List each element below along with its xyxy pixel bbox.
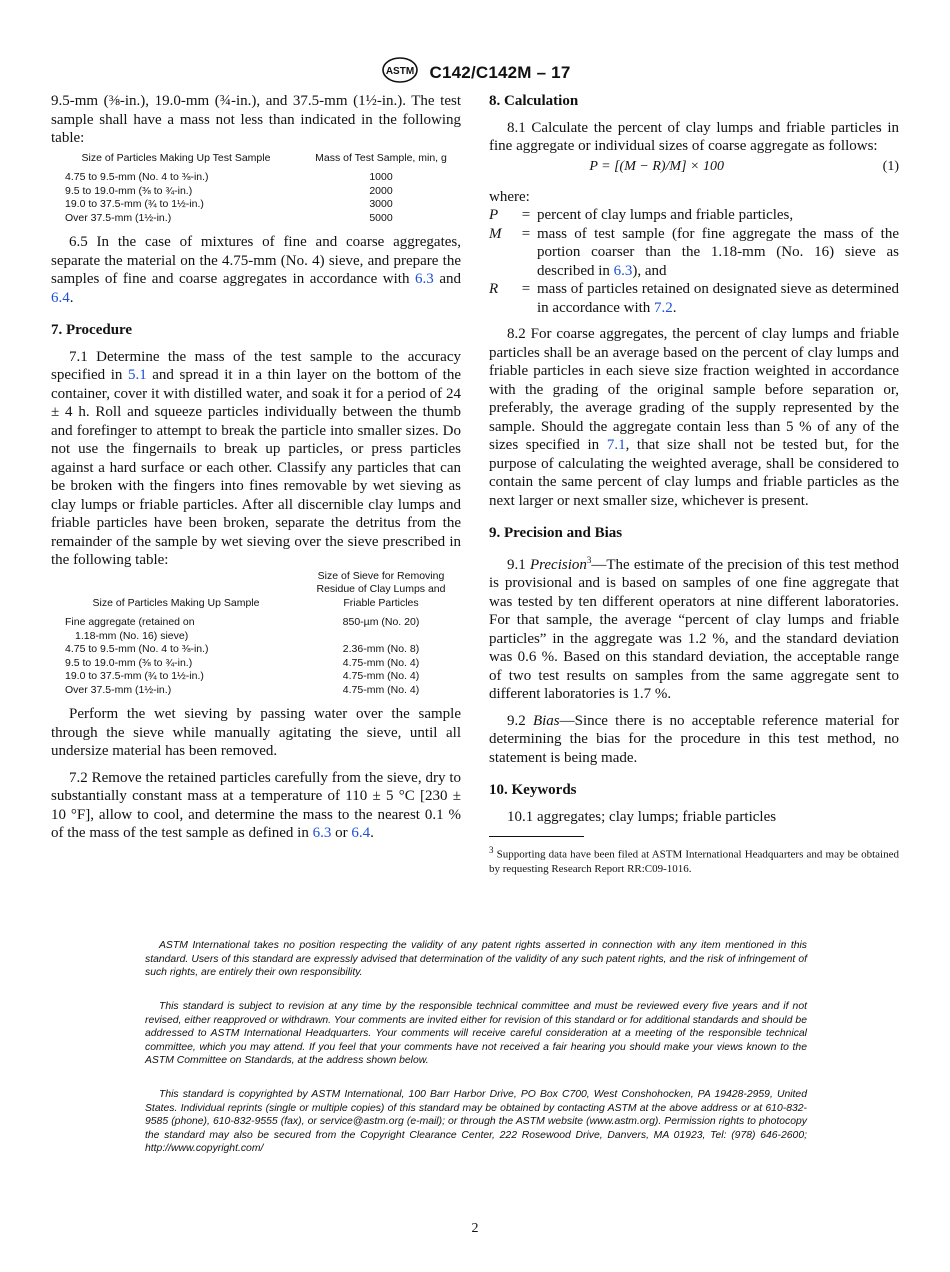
- variable-definition: M = mass of test sample (for fine aggregate the mass of the portion coarser than the 1.18-mm (No. 16) sieve as described in 6.3), and: [489, 225, 899, 279]
- section-heading: 9. Precision and Bias: [489, 525, 623, 541]
- table-col-header: Size of Particles Making Up Sample: [92, 596, 260, 609]
- revision-notice: This standard is subject to revision at any time by the responsible technical committee and must be reviewed every five years and if not revised, either reapproved or withdrawn. Your comments are invited either for revision of this standard or for additional standards and should be addressed to ASTM International Headquarters. Your comments will receive careful consideration at a meeting of the responsible technical committee, which you may attend. If you feel that your comments have not received a fair hearing you should make your views known to the ASTM Committee on Standards, at the address shown below.: [145, 1001, 807, 1066]
- right-column: [489, 92, 899, 876]
- sample-mass-table: [51, 148, 461, 226]
- standard-designation: C142/C142M – 17: [429, 62, 571, 82]
- table-cell: 850-µm (No. 20): [342, 616, 420, 628]
- xref-link[interactable]: 7.2: [654, 299, 673, 316]
- table-cell: 9.5 to 19.0-mm (⅜ to ¾-in.): [65, 656, 193, 669]
- table-cell: 4.75-mm (No. 4): [342, 683, 420, 696]
- copyright-notice: This standard is copyrighted by ASTM International, 100 Barr Harbor Drive, PO Box C700, West Conshohocken, PA 19428-2959, United States. Individual reprints (single or multiple copies) of this standard may be obtained by contacting ASTM at the above address or at 610-832-9585 (phone), 610-832-9555 (fax), or service@astm.org (e-mail); or through the ASTM website (www.astm.org). Permission rights to photocopy the standard may also be secured from the Copyright Clearance Center, 222 Rosewood Drive, Danvers, MA 01923, Tel: (978) 646-2600; http://www.copyright.com/: [145, 1089, 807, 1154]
- table-col-header: Size of Sieve for Removing Residue of Clay Lumps and Friable Particles: [316, 569, 446, 609]
- table-cell: 2.36-mm (No. 8): [342, 643, 420, 655]
- astm-logo: [380, 56, 420, 89]
- variable-symbol: P: [489, 207, 499, 223]
- variable-definition: P = percent of clay lumps and friable particles,: [489, 206, 899, 225]
- paragraph-9-1: 9.1 Precision$^3$—The estimate of the precision of this test method is provisional and is based on samples of one fine aggregate that was tested by ten different operators at nine different laboratories. For that sample, the average “percent of clay lumps and friable particles” in the aggregate was 1.2 %, and the standard deviation was 0.6 %. Based on this standard deviation, the acceptable range of two test results on samples from the same aggregate sent to different laboratories is 1.7 %.: [489, 554, 899, 702]
- paragraph-10-1: 10.1 aggregates; clay lumps; friable particles: [507, 808, 777, 825]
- table-row: [51, 185, 461, 199]
- variable-symbol: R: [489, 281, 499, 297]
- paragraph-7-2: 7.2 Remove the retained particles carefully from the sieve, dry to substantially constant mass at a temperature of 110 ± 5 °C [230 ± 10 °F], allow to cool, and determine the mass to the nearest 0.1 % of the mass of the test sample as defined in 6.3 or 6.4.: [51, 769, 461, 841]
- table-row: [51, 171, 461, 185]
- variable-description: mass of test sample (for fine aggregate the mass of the portion coarser than the 1.18-mm (No. 16) sieve as described in 6.3), and: [537, 225, 899, 279]
- section-heading: 8. Calculation: [489, 93, 579, 109]
- section-heading: 7. Procedure: [51, 322, 133, 338]
- paragraph-wet-sieving: Perform the wet sieving by passing water over the sample through the sieve while manually agitating the sieve, until all undersize material has been removed.: [51, 706, 461, 759]
- table-cell: 2000: [369, 184, 393, 197]
- table-cell: 1.18-mm (No. 16) sieve): [75, 629, 189, 642]
- table-cell: [301, 630, 461, 644]
- table-cell: Over 37.5-mm (1½-in.): [65, 211, 172, 224]
- xref-link[interactable]: 6.4: [351, 825, 371, 841]
- table-col-header: Mass of Test Sample, min, g: [315, 151, 447, 164]
- table-row: [51, 684, 461, 698]
- variable-definition: R = mass of particles retained on designated sieve as determined in accordance with 7.2.: [489, 281, 899, 316]
- variable-description: mass of particles retained on designated sieve as determined in accordance with 7.2.: [537, 281, 899, 316]
- variable-symbol: M: [489, 225, 502, 242]
- footnote-marker: 3: [586, 554, 592, 565]
- page-number: 2: [471, 1221, 479, 1236]
- equation: [489, 156, 899, 180]
- table-row: [51, 616, 461, 630]
- xref-link[interactable]: 6.3: [415, 271, 434, 287]
- table-row: [51, 657, 461, 671]
- paragraph-8-2: 8.2 For coarse aggregates, the percent of clay lumps and friable particles shall be an average based on the percent of clay lumps and friable particles in each sieve size fraction weighted in accordance with the grading of the original sample before separation or, preferably, the average grading of the supply represented by the sample. Should the aggregate contain less than 5 % of any of the sizes specified in 7.1, that size shall not be tested but, for the purpose of calculating the weighted average, shall be considered to contain the same percent of clay lumps and friable particles as the next larger or next smaller size, whichever is present.: [489, 326, 899, 509]
- equation-number: (1): [882, 159, 899, 175]
- xref-link[interactable]: 6.3: [613, 262, 633, 279]
- footnote: $^3$ Supporting data have been filed at ASTM International Headquarters and may be obtained by requesting Research Report RR:C09-1016.: [489, 845, 899, 875]
- table-col-header: Size of Particles Making Up Test Sample: [81, 151, 271, 164]
- table-cell: 19.0 to 37.5-mm (¾ to 1½-in.): [65, 198, 204, 210]
- xref-link[interactable]: 6.3: [312, 825, 332, 841]
- xref-link[interactable]: 5.1: [127, 367, 147, 383]
- table-cell: 4.75-mm (No. 4): [342, 656, 420, 669]
- table-cell: 4.75-mm (No. 4): [342, 670, 420, 682]
- table-cell: 1000: [369, 171, 393, 183]
- page-header: [0, 56, 950, 89]
- table-header: [51, 148, 461, 172]
- footnote-divider: [489, 836, 584, 837]
- table-row: [51, 630, 461, 644]
- intro-paragraph: 9.5-mm (⅜-in.), 19.0-mm (¾-in.), and 37.5-mm (1½-in.). The test sample shall have a mass not less than indicated in the following table:: [51, 93, 461, 146]
- left-column: [51, 92, 461, 843]
- table-row: [51, 212, 461, 226]
- table-row: [51, 670, 461, 684]
- variable-description: percent of clay lumps and friable particles,: [537, 207, 794, 223]
- table-cell: 19.0 to 37.5-mm (¾ to 1½-in.): [65, 670, 204, 682]
- svg-text:ASTM: ASTM: [385, 66, 414, 77]
- table-header: [51, 570, 461, 617]
- table-row: [51, 198, 461, 212]
- equation-expression: P = [(M − R)/M] × 100: [589, 159, 724, 175]
- patent-notice: ASTM International takes no position respecting the validity of any patent rights asserted in connection with any item mentioned in this standard. Users of this standard are expressly advised that determination of the validity of any such patent rights, and the risk of infringement of such rights, are entirely their own responsibility.: [145, 940, 807, 978]
- where-label: where:: [489, 188, 530, 205]
- table-cell: Over 37.5-mm (1½-in.): [65, 683, 172, 696]
- table-cell: 9.5 to 19.0-mm (⅜ to ¾-in.): [65, 184, 193, 197]
- paragraph-8-1: 8.1 Calculate the percent of clay lumps and friable particles in fine aggregate or individual sizes of coarse aggregate as follows:: [489, 119, 899, 154]
- xref-link[interactable]: 7.1: [606, 437, 626, 453]
- table-cell: 5000: [369, 211, 393, 224]
- table-cell: 4.75 to 9.5-mm (No. 4 to ⅜-in.): [65, 643, 209, 655]
- sieve-table: [51, 570, 461, 698]
- table-cell: 4.75 to 9.5-mm (No. 4 to ⅜-in.): [65, 171, 209, 183]
- paragraph-9-2: 9.2 Bias—Since there is no acceptable reference material for determining the bias for the procedure in this test method, no statement is being made.: [489, 712, 899, 766]
- paragraph-7-1: 7.1 Determine the mass of the test sample to the accuracy specified in 5.1 and spread it in a thin layer on the bottom of the container, cover it with distilled water, and soak it for a period of 24 ± 4 h. Roll and squeeze particles individually between the thumb and forefinger to attempt to break the particle into smaller sizes. Do not use the fingernails to break up particles, or press particles against a hard surface or each other. Classify any particles that can be broken with the fingers into fines removable by wet sieving as clay lumps or friable particles. After all discernible clay lumps and friable particles have been broken, separate the detritus from the remainder of the sample by wet sieving over the sieve prescribed in the following table:: [51, 348, 461, 568]
- table-cell: Fine aggregate (retained on: [65, 616, 195, 628]
- section-heading: 10. Keywords: [489, 782, 577, 798]
- table-cell: 3000: [369, 198, 393, 210]
- paragraph-6-5: 6.5 In the case of mixtures of fine and coarse aggregates, separate the material on the 4.75-mm (No. 4) sieve, and prepare the samples of fine and coarse aggregates in accordance with 6.3 and 6.4.: [51, 234, 461, 306]
- xref-link[interactable]: 6.4: [51, 289, 70, 306]
- table-row: [51, 643, 461, 657]
